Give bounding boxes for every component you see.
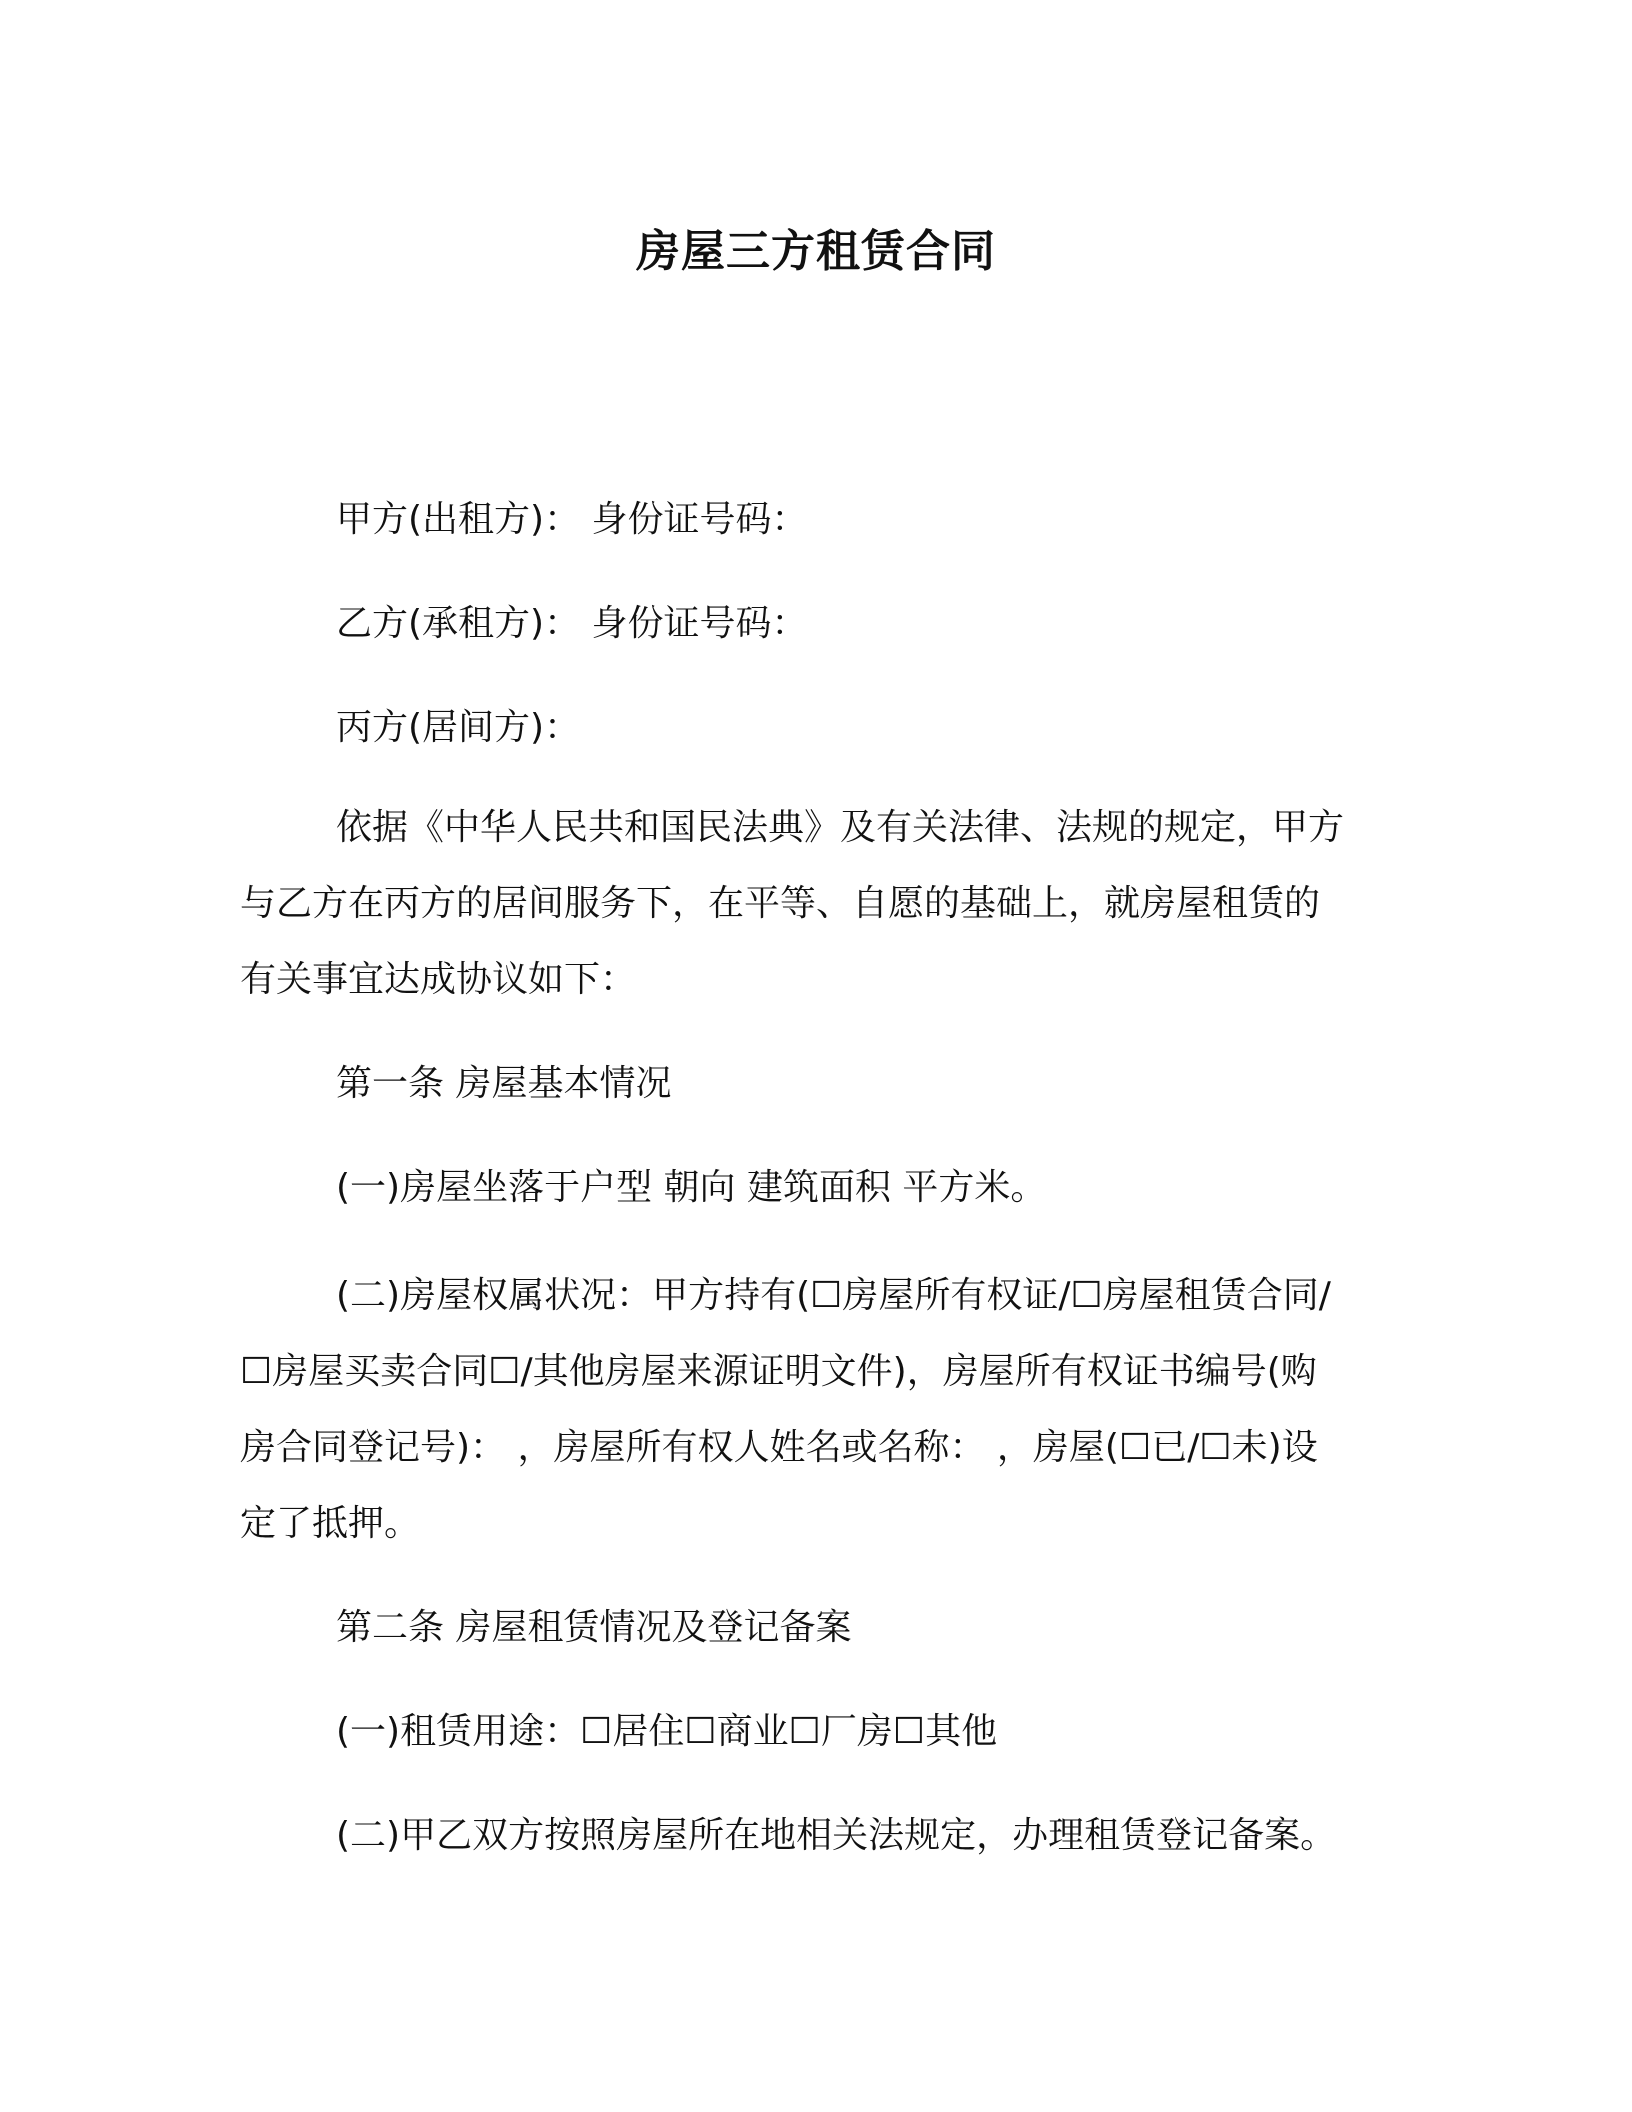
article-1-item-1: (一)房屋坐落于户型 朝向 建筑面积 平方米。 bbox=[336, 1167, 1047, 1208]
article-1-heading: 第一条 房屋基本情况 bbox=[336, 1063, 672, 1104]
article-2-item-1: (一)租赁用途：☐居住☐商业☐厂房☐其他 bbox=[336, 1711, 998, 1752]
preamble-line-3: 有关事宜达成协议如下： bbox=[240, 959, 637, 1000]
article-1-item-2-line-2: ☐房屋买卖合同☐/其他房屋来源证明文件)，房屋所有权证书编号(购 bbox=[240, 1351, 1317, 1392]
article-1-item-2-line-3: 房合同登记号)： ，房屋所有权人姓名或名称： ，房屋(☐已/☐未)设 bbox=[240, 1427, 1318, 1468]
document-title: 房屋三方租赁合同 bbox=[636, 226, 996, 277]
article-1-item-2-line-4: 定了抵押。 bbox=[240, 1503, 421, 1544]
party-b-line: 乙方(承租方)： 身份证号码： bbox=[336, 603, 808, 644]
article-1-item-2-line-1: (二)房屋权属状况：甲方持有(☐房屋所有权证/☐房屋租赁合同/ bbox=[336, 1275, 1331, 1316]
party-c-line: 丙方(居间方)： bbox=[336, 707, 581, 748]
article-2-item-2: (二)甲乙双方按照房屋所在地相关法规定，办理租赁登记备案。 bbox=[336, 1815, 1337, 1856]
preamble-line-2: 与乙方在丙方的居间服务下，在平等、自愿的基础上，就房屋租赁的 bbox=[240, 883, 1321, 924]
preamble-line-1: 依据《中华人民共和国民法典》及有关法律、法规的规定，甲方 bbox=[336, 807, 1345, 848]
article-2-heading: 第二条 房屋租赁情况及登记备案 bbox=[336, 1607, 852, 1648]
party-a-line: 甲方(出租方)： 身份证号码： bbox=[336, 499, 808, 540]
